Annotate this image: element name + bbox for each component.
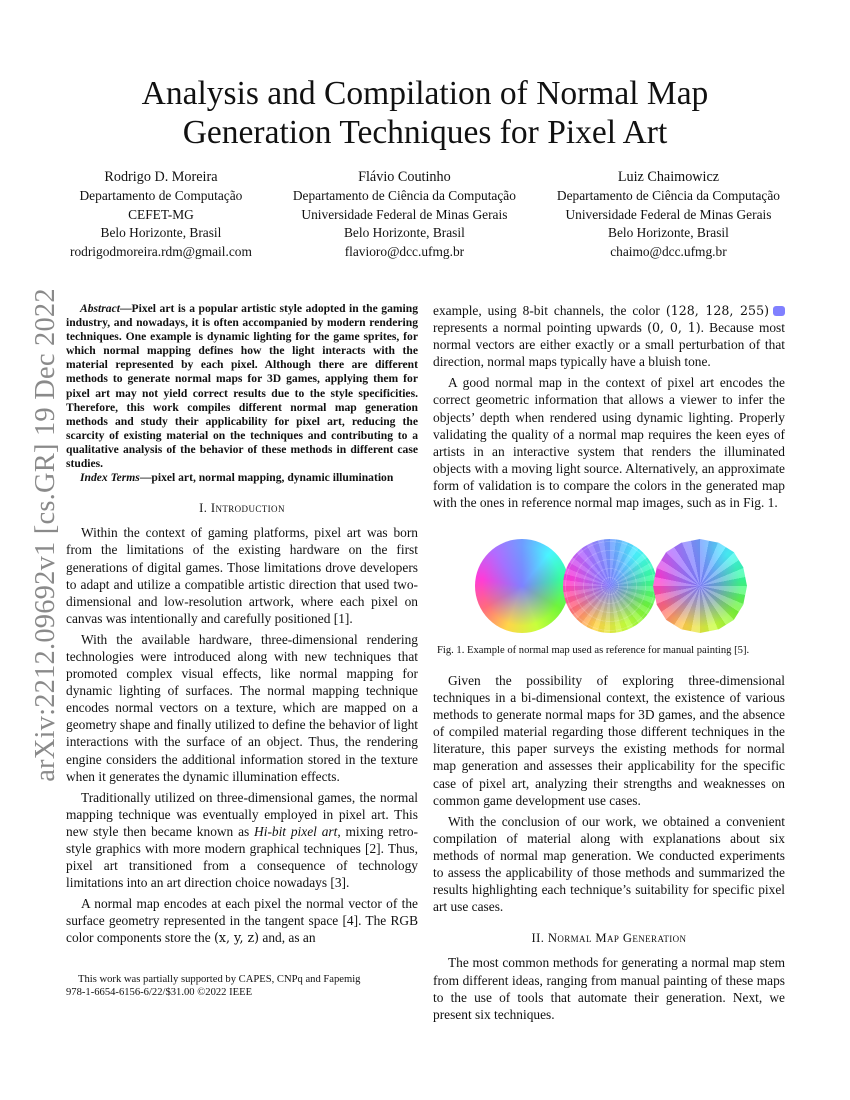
text-run: , mixing retro-style graphics with more modern graphical techniques [2]. Thus, pixel art transitioned from a consequence of technology limitations into an art direction choice nowadays [3]. <box>66 823 418 891</box>
text-run: represents a normal pointing upwards <box>433 320 648 336</box>
author-inst: CEFET-MG <box>128 206 194 222</box>
figure-caption: Fig. 1. Example of normal map used as reference for manual painting [5]. <box>437 645 750 656</box>
figure-1 <box>433 535 785 635</box>
author-inst: Universidade Federal de Minas Gerais <box>565 206 772 222</box>
abstract <box>66 302 418 471</box>
text-run: and, as an <box>259 930 316 946</box>
intro-paragraph-3 <box>66 789 418 892</box>
math-xyz: (x, y, z) <box>214 930 260 946</box>
right-column-bottom <box>433 672 785 1023</box>
footnote <box>66 973 418 999</box>
normal-map-sphere-faceted <box>653 539 747 633</box>
intro-paragraph-1: Within the context of gaming platforms, pixel art was born from the limitations of the existing hardware on the first generations of digital games. Those limitations drove developers to adapt and utilize a compatible artistic direction that used two-dimensional and low-resolution artwork, where each pixel on canvas was intentionally and carefully positioned [1]. <box>66 525 418 626</box>
footnote-funding: This work was partially supported by CAPES, CNPq and Fapemig <box>78 974 361 985</box>
arxiv-id: arXiv:2212.09692v1 [cs.GR] 19 Dec 2022 <box>30 288 61 782</box>
normal-map-sphere-smooth <box>475 539 569 633</box>
right-column-top <box>433 302 785 511</box>
section-number: I. <box>199 501 208 516</box>
section2-paragraph-1: The most common methods for generating a normal map stem from different ideas, ranging from manual painting of these maps to the use of tools that automate their generation. Next, we present six techniques. <box>433 955 785 1022</box>
section-number: II. <box>531 931 545 946</box>
right-paragraph-4: With the conclusion of our work, we obtained a convenient compilation of material along with explanations about six methods of normal map generation. We conducted experiments to assess the applicability of those methods and summarized the results highlighting each technique’s suitability for specific pixel art use cases. <box>433 813 785 915</box>
author-name: Rodrigo D. Moreira <box>104 169 218 185</box>
author-1 <box>70 168 252 261</box>
abstract-text: —Pixel art is a popular artistic style adopted in the gaming industry, and nowadays, it is often accompanied by modern rendering techniques. One example is dynamic lighting for the game sprites, for which normal mapping defines how the light interacts with the material represented by each pixel. Although there are different methods to generate normal maps for 3D games, applying them for pixel art may not yield correct results due to the style specificities. Therefore, this work compiles different normal map generation methods and study their applicability for pixel art, reducing the scarcity of existing material on the techniques and contributing to a qualitative analysis of the behavior of these methods in different case studies. <box>66 302 418 471</box>
intro-paragraph-2: With the available hardware, three-dimensional rendering technologies were introduced along with new techniques that promoted complex visual effects, like normal mapping for dynamic lighting of surfaces. The normal mapping technique encodes normal vectors on a texture, which are mapped on a geometry shape and finally utilized to define the behavior of light interactions with the surface of an object. Thus, the rendering engine considers the additional information stored in the texture when it generates the dynamic illumination effects. <box>66 631 418 784</box>
index-terms-label: Index Terms <box>80 471 140 485</box>
author-dept: Departamento de Ciência da Computação <box>556 188 780 204</box>
right-paragraph-2: A good normal map in the context of pixel art encodes the correct geometric information that allows a viewer to infer the objects’ depth when rendered using dynamic lighting. Properly validating the quality of a normal map requires the keen eyes of artists in an interactive system that renders the illuminated objects with a moving light source. Alternatively, an approximate form of validation is to compare the colors in the generated map with the ones in reference normal map images, such as in Fig. 1. <box>433 375 785 511</box>
author-name: Flávio Coutinho <box>358 169 451 185</box>
author-email[interactable]: chaimo@dcc.ufmg.br <box>610 243 727 259</box>
text-run: . Because most normal vectors are either exactly or a small perturbation of that direction, normal maps typically have a bluish tone. <box>433 320 785 370</box>
author-city: Belo Horizonte, Brasil <box>608 225 729 241</box>
left-column <box>66 302 418 947</box>
index-terms <box>66 471 418 485</box>
right-paragraph-3: Given the possibility of exploring three-dimensional techniques in a bi-dimensional context, the existence of various methods to generate normal maps for 3D games, and the absence of compiled material regarding those different techniques in the literature, this paper surveys the existing methods for normal map generation and assesses their applicability for the specific case of pixel art, analyzing their strengths and weaknesses on common game development use cases. <box>433 673 785 808</box>
author-email[interactable]: flavioro@dcc.ufmg.br <box>344 243 465 259</box>
paper-title: Analysis and Compilation of Normal Map Generation Techniques for Pixel Art <box>141 75 709 151</box>
text-run: example, using 8-bit channels, the color <box>433 303 666 318</box>
math-normal: (0, 0, 1) <box>647 320 701 336</box>
author-inst: Universidade Federal de Minas Gerais <box>301 206 508 222</box>
author-dept: Departamento de Ciência da Computação <box>292 188 516 204</box>
index-terms-text: —pixel art, normal mapping, dynamic illumination <box>139 471 394 485</box>
author-dept: Departamento de Computação <box>79 188 243 204</box>
section-heading-introduction <box>66 500 418 517</box>
section-title: Introduction <box>210 501 285 516</box>
author-email[interactable]: rodrigodmoreira.rdm@gmail.com <box>70 243 252 259</box>
arxiv-watermark <box>21 290 71 780</box>
author-2 <box>293 168 516 261</box>
color-swatch-icon <box>773 306 785 316</box>
section-title: Normal Map Generation <box>547 931 687 946</box>
author-city: Belo Horizonte, Brasil <box>100 225 222 241</box>
author-3 <box>557 168 780 261</box>
footnote-copyright: 978-1-6654-6156-6/22/$31.00 ©2022 IEEE <box>66 987 253 998</box>
author-name: Luiz Chaimowicz <box>617 169 720 185</box>
normal-map-sphere-banded <box>563 539 657 633</box>
abstract-label: Abstract <box>80 302 120 315</box>
text-run: A normal map encodes at each pixel the normal vector of the surface geometry represented in the tangent space [4]. The RGB color components store the <box>66 896 418 946</box>
intro-paragraph-4 <box>66 895 418 946</box>
emphasis-hibit: Hi-bit pixel art <box>254 823 338 839</box>
author-block <box>70 168 780 261</box>
author-city: Belo Horizonte, Brasil <box>343 225 465 241</box>
section-heading-normal-map-generation <box>433 930 785 947</box>
right-paragraph-1 <box>433 302 785 370</box>
text-run: Traditionally utilized on three-dimensional games, the normal mapping technique was eventually employed in pixel art. This new style then became known as <box>66 789 418 839</box>
math-color: (128, 128, 255) <box>665 303 769 318</box>
